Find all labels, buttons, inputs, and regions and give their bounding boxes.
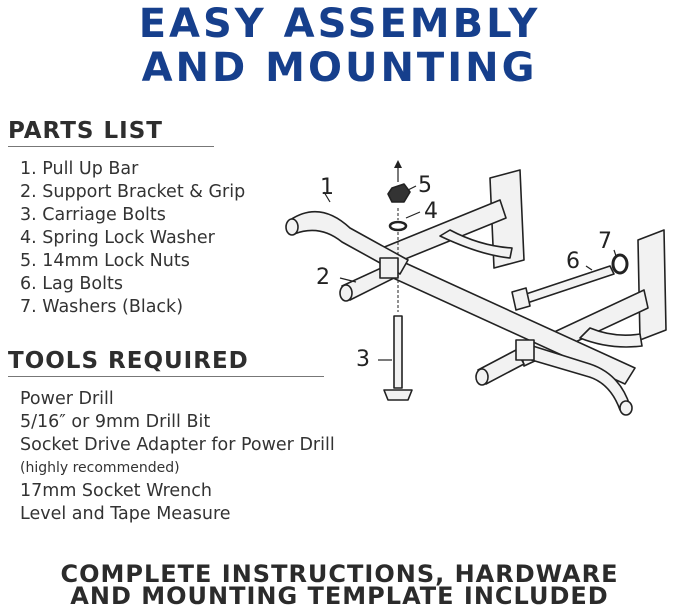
clamp-block-right — [516, 340, 534, 360]
tools-list-item: Level and Tape Measure — [20, 504, 231, 524]
pull-up-bar-diagram — [280, 160, 670, 430]
carriage-bolt — [394, 316, 402, 388]
lock-nut — [388, 184, 410, 202]
parts-list-rule — [8, 146, 214, 147]
callout-6: 6 — [566, 249, 580, 274]
tools-required-rule — [8, 376, 324, 377]
callout-1: 1 — [320, 175, 334, 200]
parts-list-item: 7. Washers (Black) — [20, 297, 184, 317]
callout-4: 4 — [424, 199, 438, 224]
headline-line-1: EASY ASSEMBLY — [138, 1, 541, 47]
tools-list-item: Socket Drive Adapter for Power Drill — [20, 435, 335, 455]
tools-required-title: TOOLS REQUIRED — [8, 348, 249, 374]
spring-lock-washer — [390, 222, 406, 230]
callout-7: 7 — [598, 229, 612, 254]
parts-list-item: 6. Lag Bolts — [20, 274, 123, 294]
wall-plate-right — [638, 230, 666, 340]
tools-list-item: 5/16″ or 9mm Drill Bit — [20, 412, 211, 432]
tools-list-item: 17mm Socket Wrench — [20, 481, 212, 501]
parts-list-title: PARTS LIST — [8, 118, 163, 144]
parts-list-item: 4. Spring Lock Washer — [20, 228, 215, 248]
washer-black — [613, 255, 627, 273]
parts-list-item: 5. 14mm Lock Nuts — [20, 251, 190, 271]
headline-line-2: AND MOUNTING — [141, 45, 538, 91]
footer-line-1: COMPLETE INSTRUCTIONS, HARDWARE — [60, 560, 619, 588]
footer-line-2: AND MOUNTING TEMPLATE INCLUDED — [70, 582, 609, 610]
callout-3: 3 — [356, 347, 370, 372]
parts-list-item: 3. Carriage Bolts — [20, 205, 166, 225]
clamp-block-left — [380, 258, 398, 278]
parts-list-item: 1. Pull Up Bar — [20, 159, 139, 179]
parts-list — [20, 158, 245, 319]
tools-list-item: (highly recommended) — [20, 460, 180, 476]
callout-2: 2 — [316, 265, 330, 290]
tools-list-item: Power Drill — [20, 389, 114, 409]
parts-list-item: 2. Support Bracket & Grip — [20, 182, 246, 202]
callout-5: 5 — [418, 173, 432, 198]
